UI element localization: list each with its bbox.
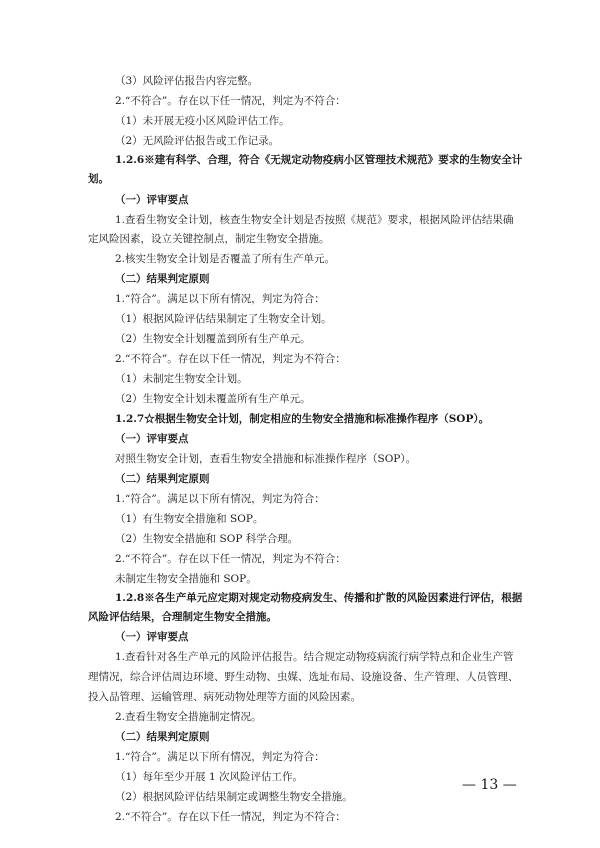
section-heading: 风险评估结果，合理制定生物安全措施。 [88, 611, 277, 623]
text-line: 理情况，综合评估周边环境、野生动物、虫媒、选址布局、设施设备、生产管理、人员管理、 [88, 671, 519, 683]
text-line: 未制定生物安全措施和 SOP。 [115, 573, 257, 585]
section-heading: 1.2.6※建有科学、合理，符合《无规定动物疫病小区管理技术规范》要求的生物安全计 [115, 154, 523, 166]
text-line: 1.“符合”。满足以下所有情况，判定为符合： [115, 493, 325, 505]
text-line: 投入品管理、运输管理、病死动物处理等方面的风险因素。 [88, 691, 361, 703]
text-line: （2）生物安全计划未覆盖所有生产单元。 [115, 393, 311, 405]
text-line: （2）根据风险评估结果制定或调整生物安全措施。 [115, 791, 353, 803]
text-line: （1）有生物安全措施和 SOP。 [115, 513, 264, 525]
section-heading: 1.2.7☆根据生物安全计划，制定相应的生物安全措施和标准操作程序（SOP）。 [115, 413, 490, 425]
text-line: （1）未制定生物安全计划。 [115, 373, 248, 385]
text-line: 2.“不符合”。存在以下任一情况，判定为不符合： [115, 553, 346, 565]
text-line: （3）风险评估报告内容完整。 [115, 75, 259, 87]
subsection-heading: （一）评审要点 [115, 631, 189, 643]
subsection-heading: （一）评审要点 [115, 194, 189, 206]
subsection-heading: （一）评审要点 [115, 433, 189, 445]
section-heading: 划。 [88, 173, 109, 185]
text-line: （1）未开展无疫小区风险评估工作。 [115, 115, 290, 127]
subsection-heading: （二）结果判定原则 [115, 473, 210, 485]
text-line: 定风险因素，设立关键控制点，制定生物安全措施。 [88, 233, 330, 245]
text-line: （1）每年至少开展 1 次风险评估工作。 [115, 771, 304, 783]
text-line: 1.“符合”。满足以下所有情况，判定为符合： [115, 751, 325, 763]
text-line: （2）生物安全措施和 SOP 科学合理。 [115, 533, 299, 545]
section-heading: 1.2.8※各生产单元应定期对规定动物疫病发生、传播和扩散的风险因素进行评估，根据 [115, 592, 523, 604]
subsection-heading: （二）结果判定原则 [115, 273, 210, 285]
page-number: — 13 — [462, 777, 517, 793]
text-line: （2）无风险评估报告或工作记录。 [115, 135, 280, 147]
text-line: 2.核实生物安全计划是否覆盖了所有生产单元。 [115, 253, 336, 265]
text-line: 2.“不符合”。存在以下任一情况，判定为不符合： [115, 353, 346, 365]
subsection-heading: （二）结果判定原则 [115, 731, 210, 743]
text-line: （1）根据风险评估结果制定了生物安全计划。 [115, 313, 332, 325]
text-line: 2.“不符合”。存在以下任一情况，判定为不符合： [115, 95, 346, 107]
text-line: 1.查看生物安全计划，核查生物安全计划是否按照《规范》要求，根据风险评估结果确 [115, 214, 514, 226]
text-line: （2）生物安全计划覆盖到所有生产单元。 [115, 333, 311, 345]
text-line: 2.查看生物安全措施制定情况。 [115, 711, 262, 723]
text-line: 2.“不符合”。存在以下任一情况，判定为不符合： [115, 811, 346, 823]
text-line: 1.查看针对各生产单元的风险评估报告。结合规定动物疫病流行病学特点和企业生产管 [115, 651, 514, 663]
text-line: 1.“符合”。满足以下所有情况，判定为符合： [115, 293, 325, 305]
text-line: 对照生物安全计划，查看生物安全措施和标准操作程序（SOP）。 [115, 453, 417, 465]
